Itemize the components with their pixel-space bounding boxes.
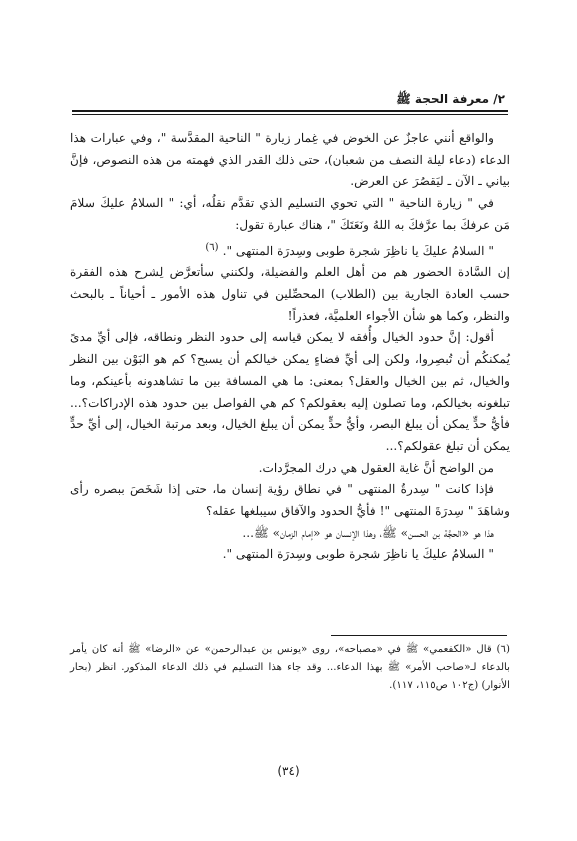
page-number: (٣٤)	[277, 764, 300, 778]
main-text	[70, 128, 510, 566]
paragraph-7: فإذا كانت " سِدرةُ المنتهى " في نطاق رؤية إنسان ما، حتى إذا شَخَصَ ببصره رأى وشاهَدَ " سِدرَةَ المنتهى "! فأيُّ الحدود والآفاق سيبلغها عقله؟	[70, 482, 510, 519]
paragraph-5: أقول: إنَّ حدود الخيال وأُفقه لا يمكن قياسه إلى حدود النظر ونطاقه، فإلى أيِّ مدىً يُمكنكُم أن تُبصِروا، ولكن إلى أيِّ فضاءٍ يمكن خيالكم أن يسبح؟ كم هو البَوْن بين النظر والخيال، ثم بين الخيال والعقل؟ بمعنى: ما هي المسافة بين ما تشاهدونه بأعينكم، وما تبلغونه بخيالكم، وما تصلون إليه بعقولكم؟ كم هي الفواصل بين حدود هذه الإدراكات؟... فأيُّ حدٍّ يمكن أن يبلغ البصر، وأيُّ حدٍّ يمكن أن يبلغ الخيال، وبعد مرتبة الخيال، إلى أيِّ حدٍّ يمكن أن تبلغ عقولكم؟...	[70, 330, 510, 453]
footnote-6: (٦) قال «الكفعمي» ﷺ في «مصباحه»، روى «يونس بن عبدالرحمن» عن «الرضا» ﷺ أنه كان يأمر بالدعاء لـ«صاحب الأمر» ﷺ بهذا الدعاء... وقد جاء هذا التسليم في ذلك الدعاء المذكور. انظر (بحار الأنوار) (ج١٠٢ ص١١٥، ١١٧).	[70, 644, 510, 691]
footnote-separator	[331, 635, 507, 636]
paragraph-2: في " زيارة الناحية " التي تحوي التسليم الذي تقدَّم نقلُه، أي: " السلامُ عليكَ سلامَ مَن عرفكَ بما عرَّفكَ به اللهُ ونَعَتَكَ "، هناك عبارة تقول:	[70, 196, 510, 232]
paragraph-6: من الواضح أنَّ غاية العقول هي درك المجرَّدات.	[258, 460, 494, 475]
footnotes	[70, 641, 510, 695]
header-rule-thin	[72, 114, 508, 115]
running-title: ٢/ معرفة الحجة ﷺ	[396, 92, 505, 106]
quote-1-text: " السلامُ عليكَ يا ناظِرَ شجرة طوبى وسِدرَة المنتهى ".	[222, 243, 494, 258]
quote-1	[70, 237, 510, 263]
paragraph-8: هذا هو «الحجَّة بن الحسن» ﷺ، وهذا الإنسان هو «إمام الزمان» ﷺ...	[242, 525, 494, 540]
quote-2: " السلامُ عليكَ يا ناظِرَ شجرة طوبى وسِدرَة المنتهى ".	[222, 547, 494, 562]
paragraph-1: والواقع أنني عاجزٌ عن الخوض في غِمار زيارة " الناحية المقدَّسة "، وفي عبارات هذا الدعاء (دعاء ليلة النصف من شعبان)، حتى ذلك القدر الذي فهمته من هذه النصوص، فإنَّ بياني ـ الآن ـ ليَقصُرَ عن العرض.	[70, 131, 510, 189]
header-rule-thick	[72, 110, 508, 112]
paragraph-4: إن السَّادة الحضور هم من أهل العلم والفضيلة، ولكنني سأتعرَّض لِشرح هذه الفقرة حسب العادة الجارية بين (الطلاب) المحصِّلين في تناول هذه الأمور ـ أحياناً ـ بالبحث والنظر، وكما هو شأن الأجواء العلميَّة، فعذراً!	[70, 265, 510, 323]
footnote-ref-6[interactable]: (٦)	[205, 241, 219, 253]
